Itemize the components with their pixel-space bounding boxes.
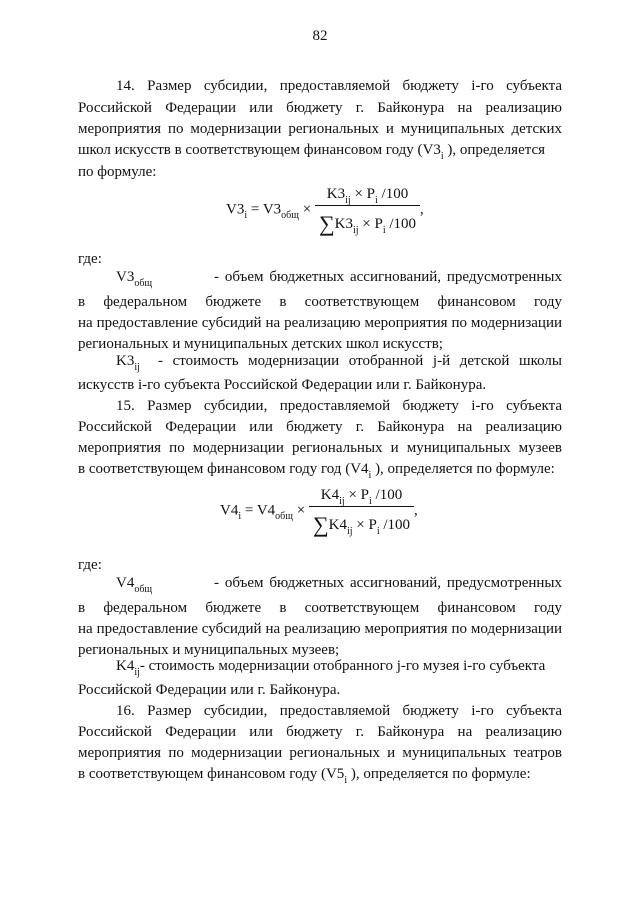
- formula-v4-den-div: /100: [379, 517, 411, 533]
- p16-line-4-var: V5: [325, 766, 345, 782]
- p15-line-4-text-a: в соответствующем финансовом году год (: [78, 461, 351, 477]
- where-2-v-line-4: региональных и муниципальных музеев;: [78, 642, 340, 658]
- formula-v4-eq: =: [241, 502, 257, 519]
- where-1-v-line-1: [116, 267, 562, 289]
- where-1-k-text: - стоимость модернизации отобранной j-й детской школы: [158, 353, 562, 369]
- p14-line-4: [78, 140, 562, 162]
- formula-v3-num-k-sub: ij: [345, 195, 351, 206]
- formula-v3-num-div: /100: [377, 186, 409, 202]
- formula-v4-fraction: [309, 487, 414, 535]
- formula-v3-lhs-sub: i: [244, 210, 248, 222]
- where-1-k-var: [116, 353, 140, 373]
- formula-v4-total-sub: общ: [275, 511, 293, 523]
- formula-v3-num-p: × P: [350, 186, 375, 202]
- where-1-k-line-2: искусств i-го субъекта Российской Федерации или г. Байконура.: [78, 377, 487, 393]
- formula-v4-denominator: [309, 507, 414, 535]
- formula-v3-total: V3: [262, 201, 282, 218]
- formula-v4-num-p: × P: [344, 487, 369, 503]
- formula-v3-num-p-sub: i: [375, 195, 378, 206]
- where-2-v-var-main: V4: [116, 575, 135, 591]
- formula-v3-den-p-sub: i: [382, 225, 386, 236]
- p16-line-4: [78, 764, 562, 786]
- where-1-v-line-4: региональных и муниципальных детских школ искусств;: [78, 336, 443, 352]
- where-2-k-var: [116, 658, 140, 678]
- p14-line-4-var: V3: [422, 142, 441, 158]
- p15-line-3: мероприятия по модернизации региональных и муниципальных музеев: [78, 440, 562, 456]
- formula-v3-den-k-sub: ij: [352, 225, 359, 236]
- formula-v4-den-p: × P: [352, 517, 377, 533]
- where-1-k-var-main: K3: [116, 353, 135, 369]
- formula-v4-num-k-sub: ij: [339, 496, 345, 507]
- p14-line-4-text-b: ), определяется: [443, 142, 546, 158]
- formula-v3-denominator: [315, 206, 420, 234]
- where-2-v-line-3: на предоставление субсидий на реализацию мероприятия по модернизации: [78, 621, 562, 637]
- p16-line-4-text-b: ), определяется по формуле:: [347, 766, 531, 782]
- p15-line-4-var-sub: i: [368, 470, 372, 481]
- formula-v4-den-p-sub: i: [376, 526, 380, 537]
- formula-v3: [226, 186, 424, 234]
- where-2-v-var: [116, 575, 153, 595]
- formula-v3-lhs: V3: [226, 201, 245, 218]
- formula-v3-fraction: [315, 186, 420, 234]
- where-2-k-var-sub: ij: [134, 667, 140, 678]
- formula-v3-num-k: K3: [326, 186, 346, 202]
- where-1-v-line-2: в федеральном бюджете в соответствующем финансовом году: [78, 294, 562, 310]
- formula-v3-den-div: /100: [385, 216, 417, 232]
- where-1-v-var-sub: общ: [134, 278, 153, 289]
- formula-v4-lhs-sub: i: [238, 511, 242, 523]
- formula-v4-total: V4: [256, 502, 276, 519]
- where-2-k-var-main: K4: [116, 658, 135, 674]
- formula-v3-den-k: K3: [334, 216, 353, 232]
- p16-line-4-text-a: в соответствующем финансовом году (: [78, 766, 326, 782]
- formula-v4-lhs: V4: [220, 502, 239, 519]
- where-2-v-text: - объем бюджетных ассигнований, предусмотренных: [214, 575, 562, 591]
- formula-v4-times: ×: [292, 502, 309, 519]
- p15-line-4: [78, 459, 562, 481]
- p14-line-4-var-sub: i: [440, 151, 444, 162]
- p14-line-4-text-a: школ искусств в соответствующем финансовом году (: [78, 142, 423, 158]
- formula-v3-den-p: × P: [358, 216, 383, 232]
- formula-v3-comma: ,: [420, 201, 424, 218]
- where-2-v-var-sub: общ: [134, 584, 153, 595]
- p14-line-1: 14. Размер субсидии, предоставляемой бюджету i-го субъекта: [116, 78, 562, 94]
- formula-v3-sum-symbol: ∑: [318, 211, 335, 236]
- formula-v3-times: ×: [298, 201, 315, 218]
- where-1-v-line-3: на предоставление субсидий на реализацию мероприятия по модернизации: [78, 315, 562, 331]
- where-2-k-line-1: [116, 656, 562, 678]
- formula-v4-num-k: K4: [320, 487, 340, 503]
- where-1-label: где:: [78, 251, 102, 267]
- where-1-k-line-1: [116, 351, 562, 373]
- where-2-label: где:: [78, 557, 102, 573]
- formula-v3-eq: =: [247, 201, 263, 218]
- p15-line-1: 15. Размер субсидии, предоставляемой бюджету i-го субъекта: [116, 398, 562, 414]
- formula-v4-den-k: K4: [328, 517, 347, 533]
- p16-line-2: Российской Федерации или бюджету г. Байконура на реализацию: [78, 724, 562, 740]
- where-1-v-text: - объем бюджетных ассигнований, предусмотренных: [214, 269, 562, 285]
- page-number: 82: [312, 28, 328, 44]
- formula-v4: [220, 487, 418, 535]
- p16-line-4-var-sub: i: [344, 775, 348, 786]
- formula-v4-comma: ,: [414, 502, 418, 519]
- where-1-v-var: [116, 269, 153, 289]
- formula-v4-num-p-sub: i: [369, 496, 372, 507]
- formula-v3-numerator: [315, 186, 420, 206]
- p15-line-2: Российской Федерации или бюджету г. Байконура на реализацию: [78, 419, 562, 435]
- p16-line-3: мероприятия по модернизации региональных и муниципальных театров: [78, 745, 562, 761]
- p14-line-5: по формуле:: [78, 164, 157, 180]
- where-2-k-line-2: Российской Федерации или г. Байконура.: [78, 682, 341, 698]
- p15-line-4-text-b: ), определяется по формуле:: [371, 461, 555, 477]
- p16-line-1: 16. Размер субсидии, предоставляемой бюджету i-го субъекта: [116, 703, 562, 719]
- p15-line-4-var: V4: [350, 461, 369, 477]
- p14-line-2: Российской Федерации или бюджету г. Байконура на реализацию: [78, 100, 562, 116]
- formula-v4-num-div: /100: [371, 487, 403, 503]
- formula-v4-sum-symbol: ∑: [312, 512, 329, 537]
- where-1-k-var-sub: ij: [134, 362, 140, 373]
- where-1-v-var-main: V3: [116, 269, 135, 285]
- p14-line-3: мероприятия по модернизации региональных и муниципальных детских: [78, 121, 562, 137]
- where-2-k-text: - стоимость модернизации отобранного j-го музея i-го субъекта: [139, 658, 546, 674]
- formula-v3-total-sub: общ: [281, 210, 299, 222]
- where-2-v-line-2: в федеральном бюджете в соответствующем финансовом году: [78, 600, 562, 616]
- formula-v4-numerator: [309, 487, 414, 507]
- where-2-v-line-1: [116, 573, 562, 595]
- formula-v4-den-k-sub: ij: [346, 526, 353, 537]
